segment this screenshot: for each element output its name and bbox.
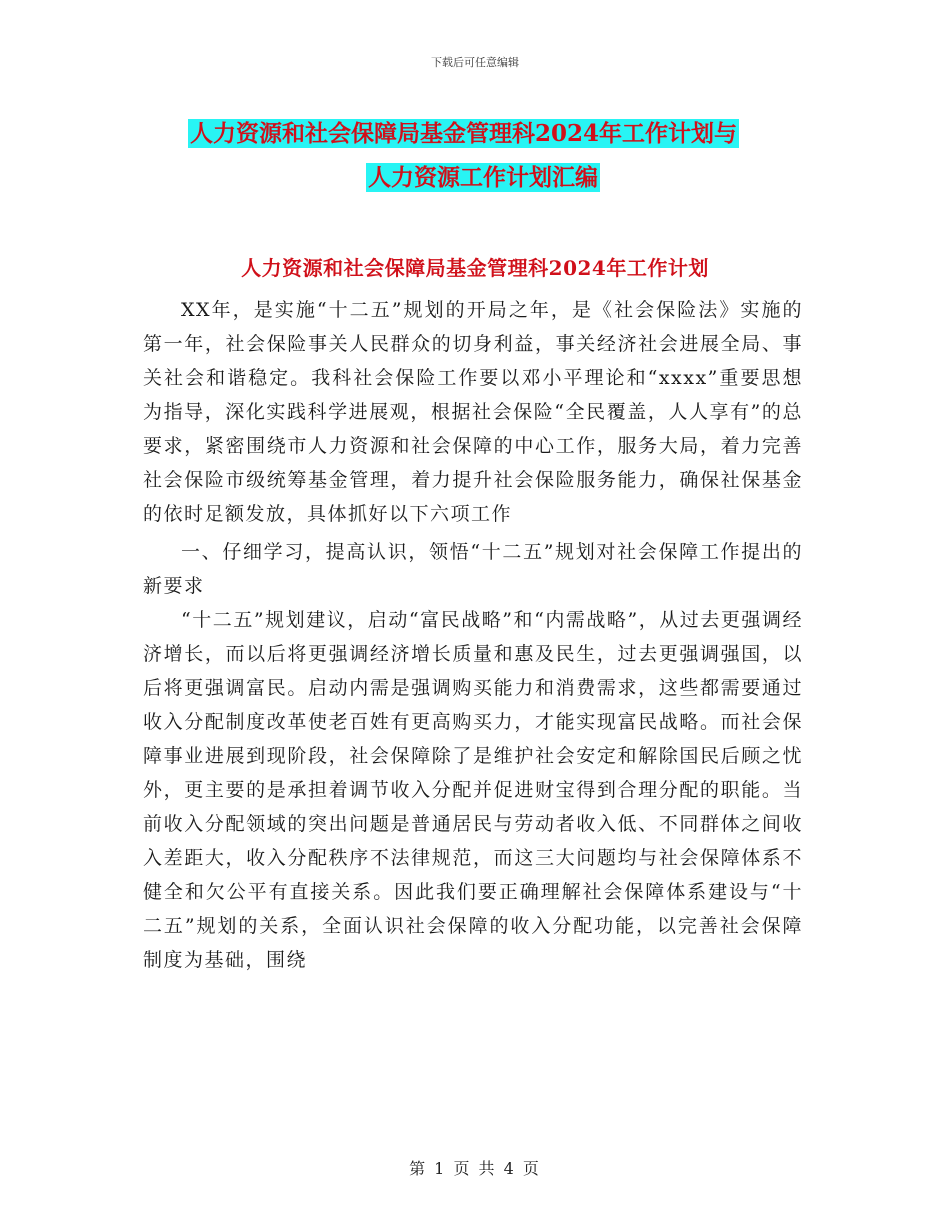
section-title: 人力资源和社会保障局基金管理科2024年工作计划	[241, 256, 709, 280]
title-line-1	[143, 112, 823, 156]
paragraph-section-1: “十二五”规划建议，启动“富民战略”和“内需战略”，从过去更强调经济增长，而以后将更强调经济增长质量和惠及民生，过去更强调强国，以后将更强调富民。启动内需是强调购买能力和消费需求，这些都需要通过收入分配制度改革使老百姓有更高购买力，才能实现富民战略。而社会保障事业进展到现阶段，社会保障除了是维护社会安定和解除国民后顾之忧外，更主要的是承担着调节收入分配并促进财宝得到合理分配的职能。当前收入分配领域的突出问题是普通居民与劳动者收入低、不同群体之间收入差距大，收入分配秩序不法律规范，而这三大问题均与社会保障体系不健全和欠公平有直接关系。因此我们要正确理解社会保障体系建设与“十二五”规划的关系，全面认识社会保障的收入分配功能，以完善社会保障制度为基础，围绕	[143, 609, 803, 971]
title-line-2	[143, 156, 823, 200]
section-heading-1: 一、仔细学习，提高认识，领悟“十二五”规划对社会保障工作提出的新要求	[143, 541, 803, 597]
page-number-footer: 第 1 页 共 4 页	[409, 1159, 541, 1178]
body-text	[143, 293, 803, 977]
title-line-2-text: 人力资源工作计划汇编	[368, 164, 598, 191]
title-line-1-text: 人力资源和社会保障局基金管理科2024年工作计划与	[190, 120, 738, 147]
document-title	[143, 112, 823, 200]
header-note: 下载后可任意编辑	[431, 56, 519, 69]
paragraph-intro: XX年，是实施“十二五”规划的开局之年，是《社会保险法》实施的第一年，社会保险事关人民群众的切身利益，事关经济社会进展全局、事关社会和谐稳定。我科社会保险工作要以邓小平理论和“xxxx”重要思想为指导，深化实践科学进展观，根据社会保险“全民覆盖，人人享有”的总要求，紧密围绕市人力资源和社会保障的中心工作，服务大局，着力完善社会保险市级统筹基金管理，着力提升社会保险服务能力，确保社保基金的依时足额发放，具体抓好以下六项工作	[143, 299, 803, 525]
